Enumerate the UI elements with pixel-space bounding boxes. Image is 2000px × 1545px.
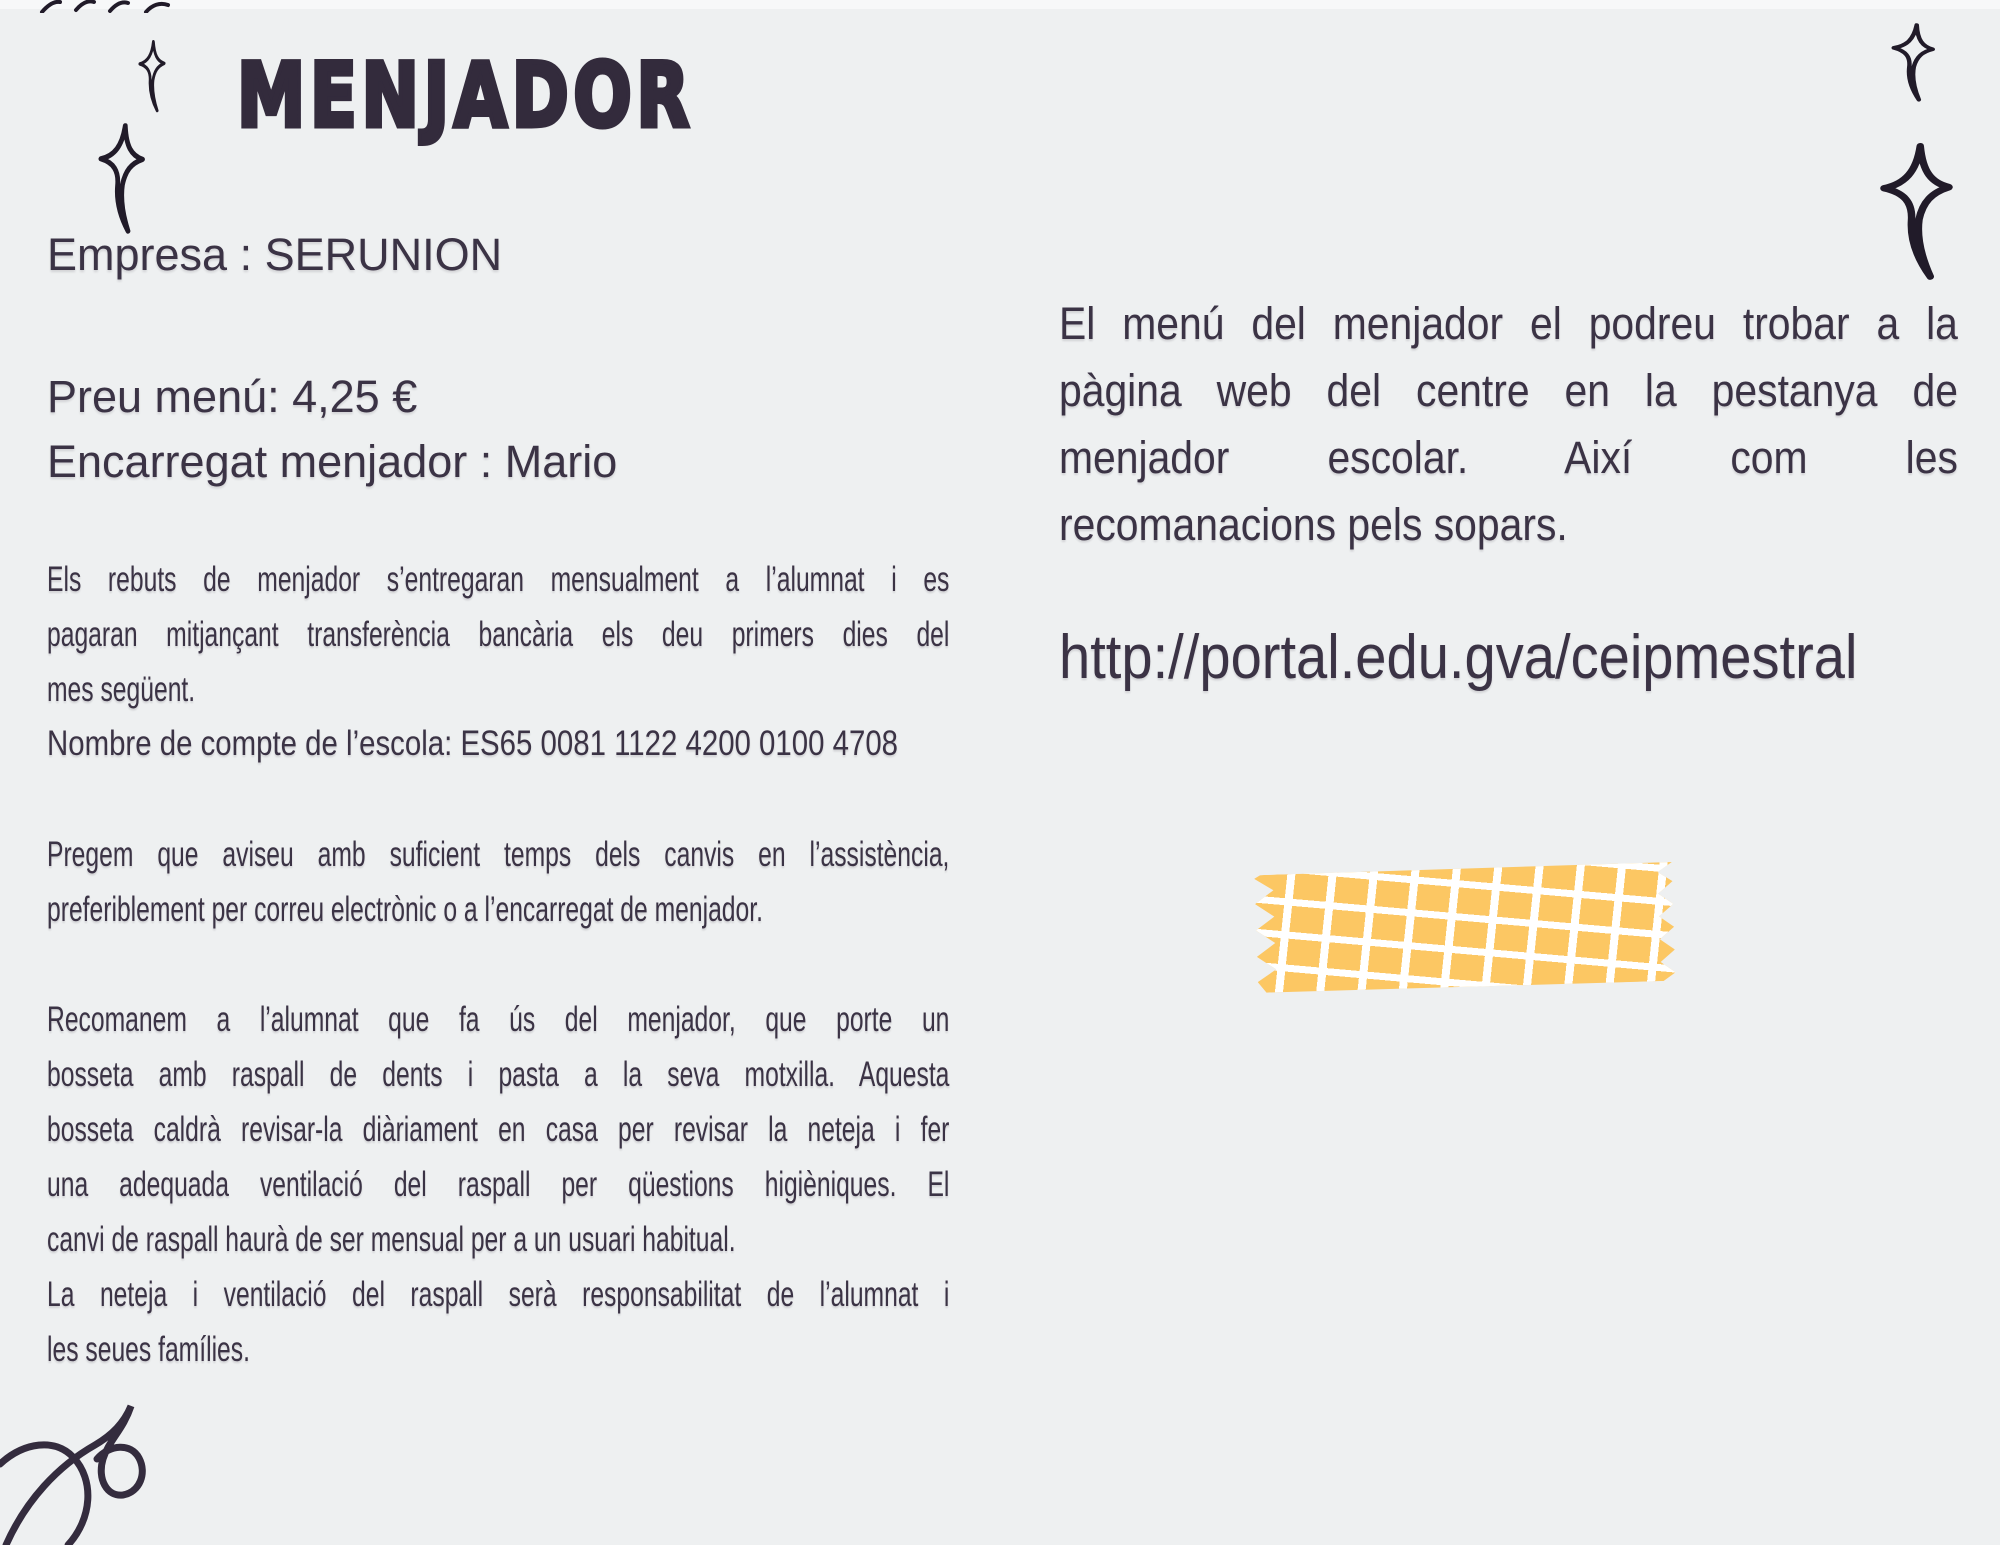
manager-line: Encarregat menjador : Mario [47,436,618,487]
scribble-icon [0,1378,170,1545]
text-line: les seues famílies. [47,1330,250,1369]
text-line: Pregem que aviseu amb suficient temps dels canvis en l’assistència, [47,835,950,874]
text-line: bosseta caldrà revisar-la diàriament en casa per revisar la neteja i fer [47,1110,950,1149]
washi-tape-decoration [1254,861,1676,996]
toothbrush-paragraph [47,992,949,1267]
text-line: Recomanem a l’alumnat que fa ús del menjador, que porte un [47,1000,950,1039]
text-line: El menú del menjador el podreu trobar a la [1059,298,1958,349]
menu-web-paragraph [1059,290,1958,558]
bank-account-line: Nombre de compte de l’escola: ES65 0081 1122 4200 0100 4708 [47,724,899,763]
responsibility-paragraph [47,1267,949,1377]
sparkle-icon [1879,143,1954,283]
text-line: preferiblement per correu electrònic o a l’encarregat de menjador. [47,890,763,929]
text-line: mes següent. [47,670,196,709]
text-line: La neteja i ventilació del raspall serà responsabilitat de l’alumnat i [47,1275,950,1314]
sparkle-icon [1888,22,1937,104]
page-top-edge [0,0,2000,9]
sparkle-icon [138,40,166,114]
text-line: Els rebuts de menjador s’entregaran mensualment a l’alumnat i es [47,560,950,599]
company-line: Empresa : SERUNION [47,229,503,280]
text-line: una adequada ventilació del raspall per qüestions higièniques. El [47,1165,950,1204]
text-line: menjador escolar. Així com les [1059,432,1958,483]
text-line: canvi de raspall haurà de ser mensual per a un usuari habitual. [47,1220,736,1259]
sparkle-icon [95,122,147,237]
school-website-url[interactable]: http://portal.edu.gva/ceipmestral [1059,623,1858,692]
text-line: pagaran mitjançant transferència bancària els deu primers dies del [47,615,950,654]
text-line: bosseta amb raspall de dents i pasta a la seva motxilla. Aquesta [47,1055,950,1094]
cutoff-doodle-icon [38,0,178,13]
attendance-notice-paragraph [47,827,949,937]
menu-price-line: Preu menú: 4,25 € [47,371,418,422]
text-line: pàgina web del centre en la pestanya de [1059,365,1958,416]
payments-paragraph [47,552,949,717]
page-title: MENJADOR [237,44,694,147]
text-line: recomanacions pels sopars. [1059,499,1568,550]
